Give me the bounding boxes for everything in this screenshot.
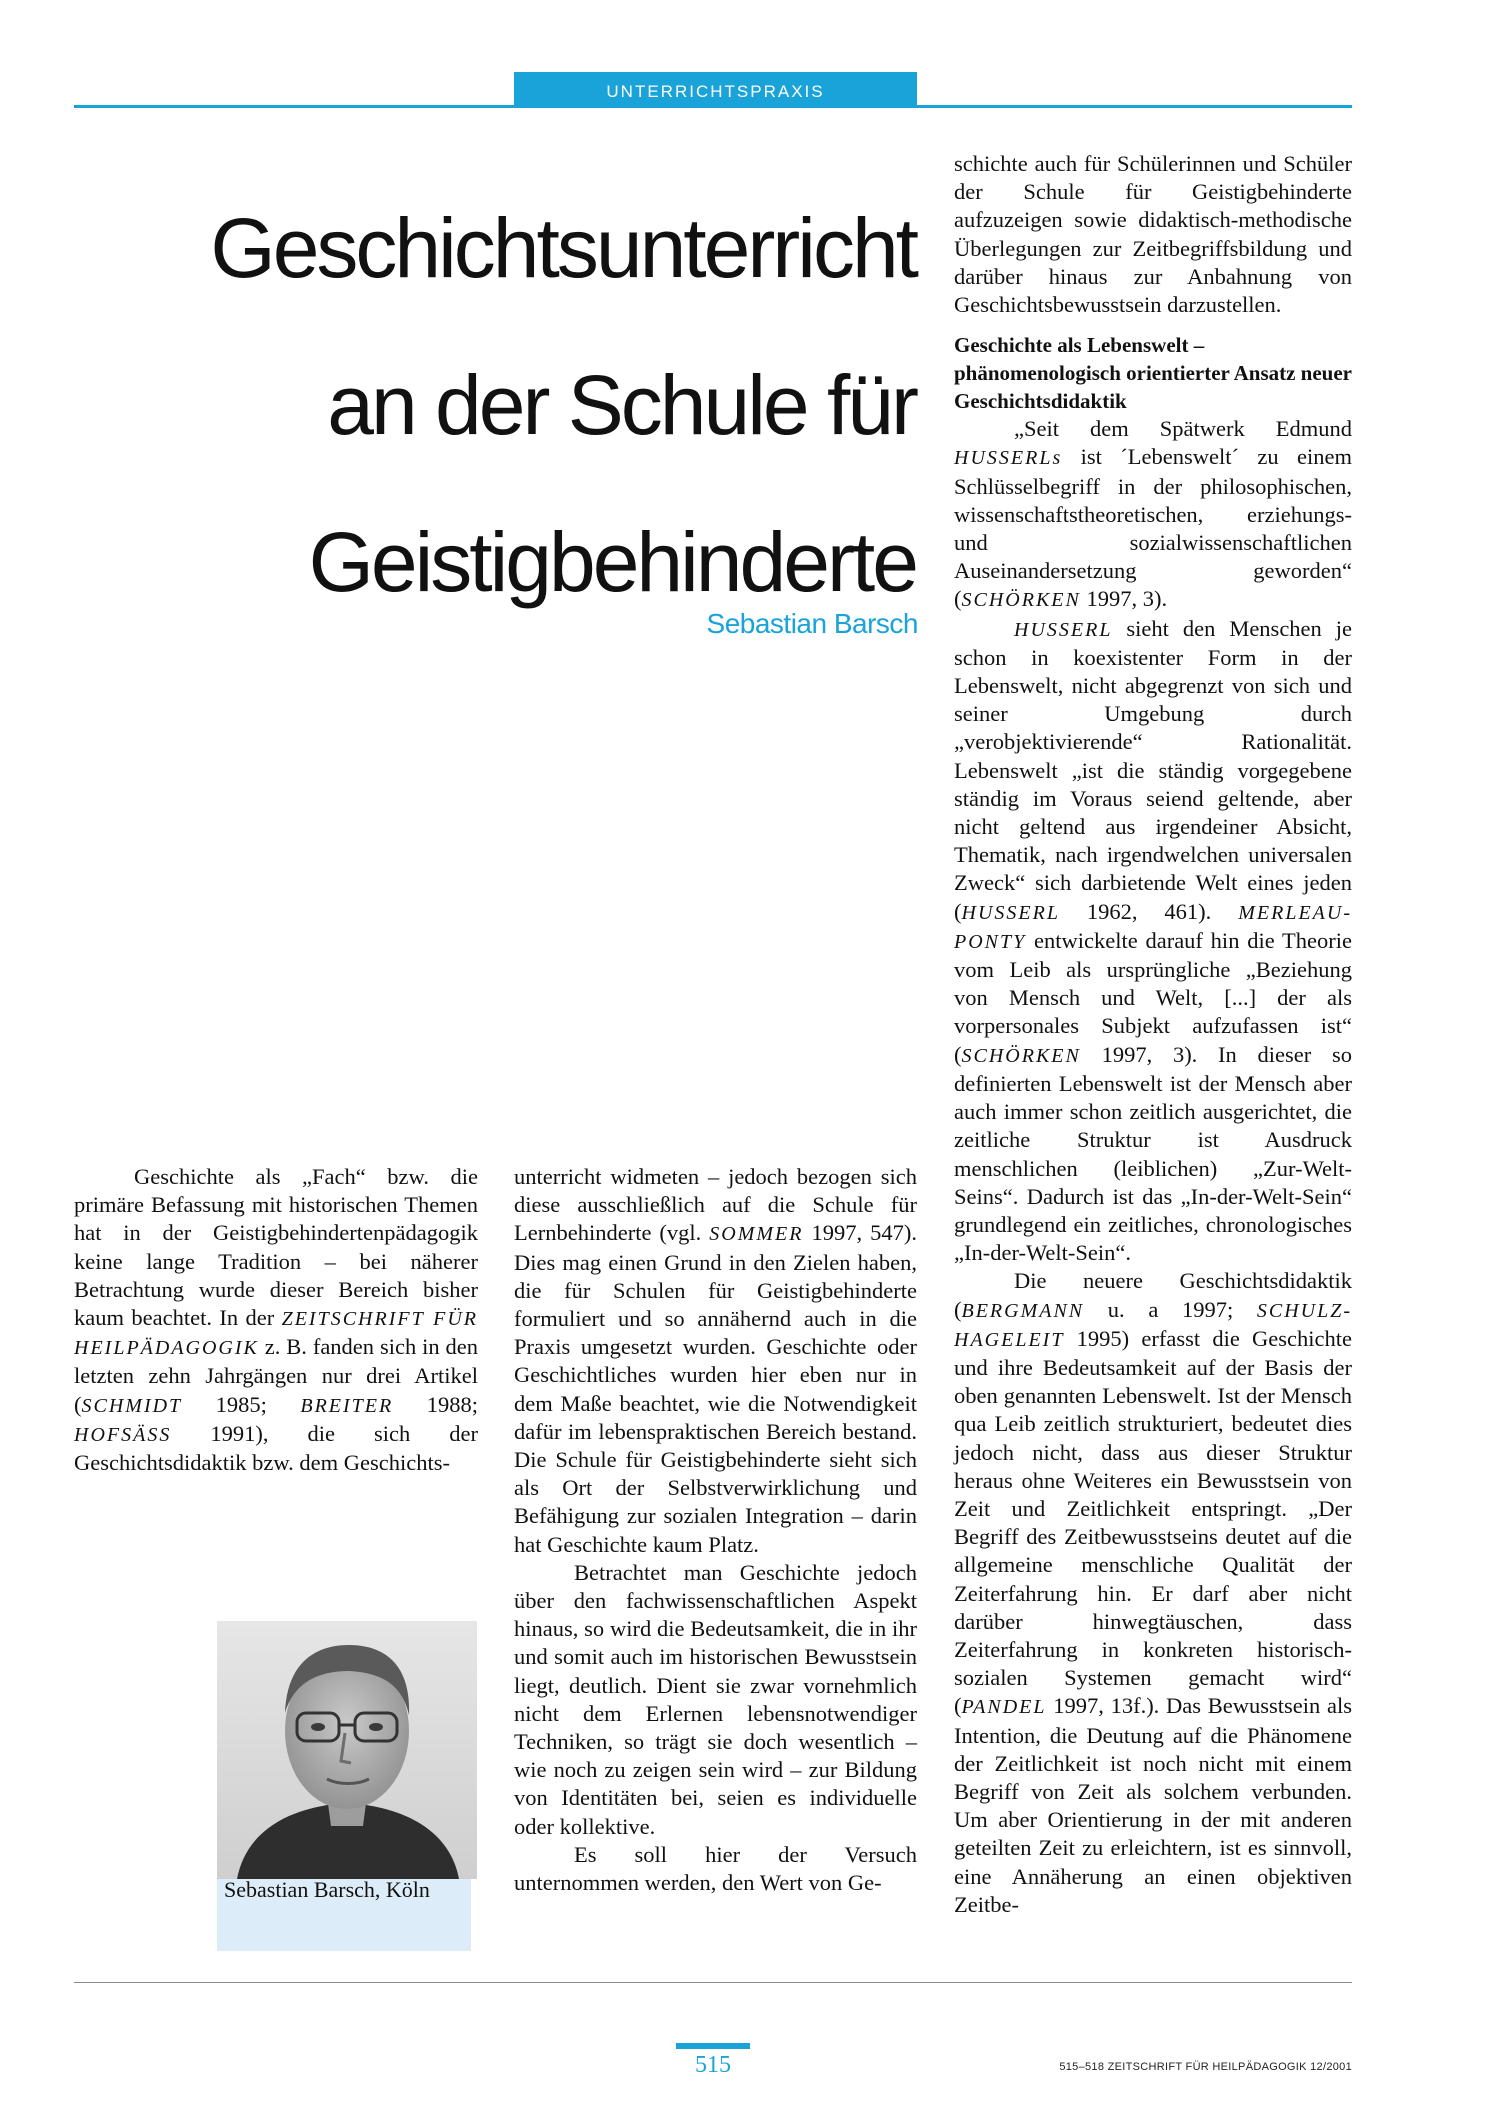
text-run: Es soll hier der Versuch unternommen werden, den Wert von Ge-	[514, 1841, 917, 1896]
text-run: sieht den Menschen je schon in koexistenter Form in der Lebenswelt, nicht abgegrenzt von sich und seiner Umgebung durch „verobjektivierende“ Rationalität. Lebenswelt „ist die ständig vorgegebene ständig im Voraus seiend geltende, aber nicht geltend aus irgendeiner Absicht, Thematik, nach irgendwelchen universalen Zweck“ sich darbietende Welt eines jeden (	[954, 615, 1352, 924]
cited-author: HUSSERL	[1014, 618, 1113, 641]
text-run: Die neuere Geschichtsdidaktik (	[954, 1268, 1352, 1322]
cited-author: SCHÖRKEN	[961, 589, 1081, 612]
text-run: 1997, 13f.). Das Bewusstsein als Intention, die Deutung auf die Phänomene der Zeitlichkeit ist noch nicht mit einem Begriff von Zeit als solchem verbunden. Um aber Orientierung in der mit anderen geteilten Zeit zu erleichtern, ist es sinnvoll, eine Annäherung an einen objektiven Zeitbe-	[954, 1693, 1352, 1917]
text-run: 1962, 461).	[1059, 898, 1239, 924]
text-run: 1988;	[393, 1391, 478, 1417]
title-line-1: Geschichtsunterricht	[210, 201, 916, 295]
text-column-2	[514, 1163, 917, 1897]
paragraph	[514, 1559, 917, 1841]
cited-author: SCHULZ-HAGELEIT	[954, 1299, 1352, 1351]
text-run: 1991), die sich der Geschichtsdidaktik bzw. dem Geschichts-	[74, 1420, 478, 1476]
text-run: u. a 1997;	[1084, 1296, 1257, 1322]
cited-author: SCHÖRKEN	[961, 1044, 1081, 1067]
text-run: 1997, 3). In dieser so definierten Lebenswelt ist der Mensch aber auch immer schon zeitlich ausgerichtet, die zeitliche Struktur ist Ausdruck menschlichen (leiblichen) „Zur-Welt-Seins“. Dadurch ist das „In-der-Welt-Sein“ grundlegend ein zeitliches, chronologisches „In-der-Welt-Sein“.	[954, 1041, 1352, 1266]
cited-author: HUSSERL	[961, 901, 1060, 924]
footer-rule	[74, 1982, 1352, 1983]
paragraph	[954, 1267, 1352, 1919]
author-photo	[217, 1621, 477, 1879]
text-run: Geschichte als „Fach“ bzw. die primäre Befassung mit historischen Themen hat in der Geistigbehindertenpädagogik keine lange Tradition – bei näherer Betrachtung wurde dieser Bereich bisher kaum beachtet. In der	[74, 1164, 478, 1331]
text-run: 1995) erfasst die Geschichte und ihre Bedeutsamkeit auf der Basis der oben genannten Lebenswelt. Ist der Mensch qua Leib zeitlich strukturiert, bedeutet dies jedoch nicht, dass aus dieser Struktur heraus ohne Weiteres ein Bewusstsein von Zeit und Zeitlichkeit entspringt. „Der Begriff des Zeitbewusstseins deutet auf die allgemeine menschliche Qualität der Zeiterfahrung hin. Er darf aber nicht darüber hinwegtäuschen, dass Zeiterfahrung in konkreten historisch-sozialen Systemen gemacht wird“ (	[954, 1325, 1352, 1719]
paragraph	[514, 1163, 917, 1559]
title-line-2: an der Schule für	[327, 358, 916, 452]
paragraph	[74, 1163, 478, 1477]
cited-author: ZEITSCHRIFT FÜR HEILPÄDAGOGIK	[74, 1308, 478, 1360]
cited-author: BERGMANN	[961, 1299, 1085, 1322]
text-run: „Seit dem Spätwerk Edmund	[1014, 416, 1352, 442]
paragraph	[954, 415, 1352, 614]
text-run: unterricht widmeten – jedoch bezogen sich diese ausschließlich auf die Schule für Lernbehinderte (vgl.	[514, 1164, 917, 1246]
paragraph	[514, 1841, 917, 1897]
cited-author: PANDEL	[961, 1696, 1047, 1719]
cited-author: SOMMER	[709, 1223, 804, 1246]
article-title	[150, 170, 916, 641]
title-line-3: Geistigbehinderte	[308, 515, 916, 609]
text-column-3	[954, 150, 1352, 1919]
cited-author: SCHMIDT	[81, 1394, 183, 1417]
cited-author: BREITER	[300, 1394, 394, 1417]
author-portrait-image	[217, 1621, 477, 1879]
cited-author: HOFSÄSS	[74, 1423, 172, 1446]
text-run: z. B. fanden sich in den letzten zehn Jahrgängen nur drei Artikel (	[74, 1334, 478, 1417]
page-number-bar	[676, 2043, 750, 2049]
journal-reference: 515–518 ZEITSCHRIFT FÜR HEILPÄDAGOGIK 12/2001	[1059, 2061, 1352, 2073]
text-run: 1997, 547). Dies mag einen Grund in den Zielen haben, die für Schulen für Geistigbehinderte formuliert und so annähernd auch in die Praxis umgesetzt wurden. Geschichte oder Geschichtliches wurden hier eben nur in dem Maße beachtet, wie die Notwendigkeit dafür im lebenspraktischen Bereich bestand. Die Schule für Geistigbehinderte sieht sich als Ort der Selbstverwirklichung und Befähigung zur sozialen Integration – darin hat Geschichte kaum Platz.	[514, 1220, 917, 1557]
paragraph	[954, 615, 1352, 1268]
text-run: schichte auch für Schülerinnen und Schüler der Schule für Geistigbehinderte aufzuzeigen sowie didaktisch-methodische Überlegungen zur Zeitbegriffsbildung und darüber hinaus zur Anbahnung von Geschichtsbewusstsein darzustellen.	[954, 151, 1352, 318]
text-run: entwickelte darauf hin die Theorie vom Leib als ursprüngliche „Beziehung von Mensch und Welt, [...] der als vorpersonales Subjekt aufzufassen ist“ (	[954, 927, 1352, 1067]
author-name: Sebastian Barsch	[706, 608, 918, 639]
page-number: 515	[695, 2052, 731, 2078]
cited-author: MERLEAU-PONTY	[954, 901, 1352, 953]
section-label: UNTERRICHTSPRAXIS	[514, 72, 917, 108]
text-run: ist ´Lebenswelt´ zu einem Schlüsselbegriff in der philosophischen, wissenschaftstheoretischen, erziehungs- und sozialwissenschaftlichen Auseinandersetzung geworden“ (	[954, 444, 1352, 612]
text-run: 1997, 3).	[1080, 586, 1168, 612]
paragraph	[954, 150, 1352, 319]
cited-author: HUSSERLs	[954, 447, 1063, 470]
photo-caption: Sebastian Barsch, Köln	[224, 1877, 430, 1902]
text-run: 1985;	[182, 1391, 301, 1417]
text-run: Betrachtet man Geschichte jedoch über den fachwissenschaftlichen Aspekt hinaus, so wird die Bedeutsamkeit, die in ihr und somit auch im historischen Bewusstsein liegt, deutlich. Dient sie zwar vornehmlich nicht dem Erlernen lebensnotwendiger Techniken, so trägt sie doch wesentlich – wie noch zu zeigen sein wird – zur Bildung von Identitäten bei, seien es individuelle oder kollektive.	[514, 1559, 917, 1839]
text-column-1	[74, 1163, 478, 1477]
section-heading: Geschichte als Lebenswelt – phänomenologisch orientierter Ansatz neuer Geschichtsdidaktik	[954, 333, 1352, 414]
